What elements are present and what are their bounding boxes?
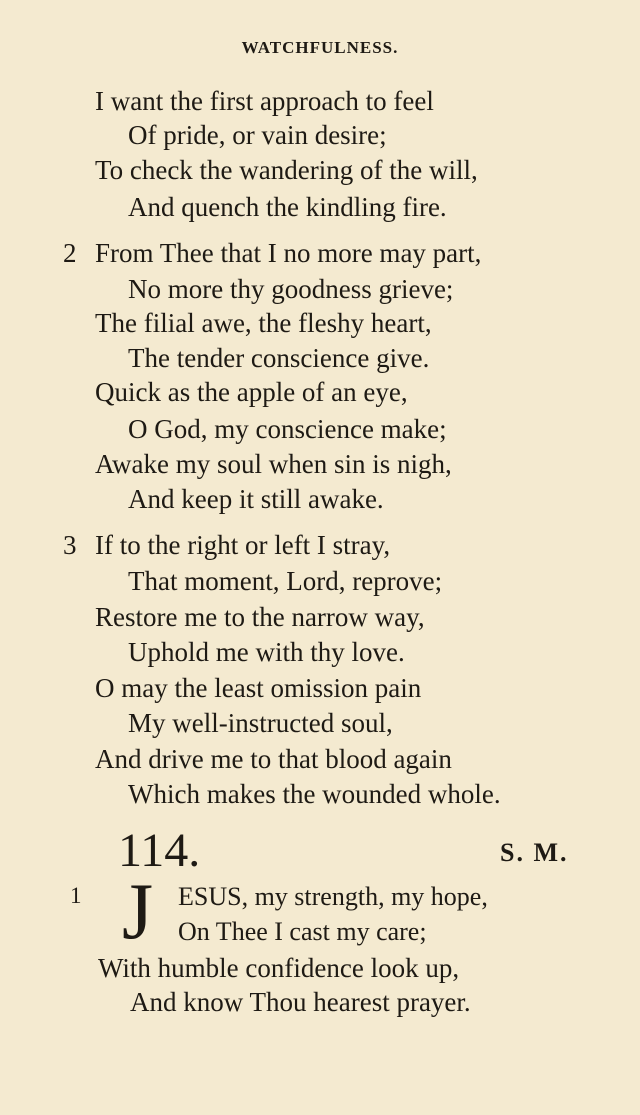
verse-line: If to the right or left I stray, bbox=[95, 530, 391, 560]
verse-line: The filial awe, the fleshy heart, bbox=[95, 308, 432, 338]
verse-line: And know Thou hearest prayer. bbox=[130, 987, 471, 1017]
verse-line: And quench the kindling fire. bbox=[128, 192, 447, 222]
verse-line: O God, my conscience make; bbox=[128, 414, 447, 444]
verse-line: And drive me to that blood again bbox=[95, 744, 452, 774]
verse-line: From Thee that I no more may part, bbox=[95, 238, 482, 268]
hymn-meter: S. M. bbox=[500, 838, 569, 867]
stanza-number: 2 bbox=[63, 238, 77, 268]
verse-line: Quick as the apple of an eye, bbox=[95, 377, 408, 407]
verse-line: Uphold me with thy love. bbox=[128, 637, 405, 667]
verse-line: No more thy goodness grieve; bbox=[128, 274, 454, 304]
stanza-number: 1 bbox=[70, 883, 82, 908]
verse-line: And keep it still awake. bbox=[128, 484, 384, 514]
verse-line: To check the wandering of the will, bbox=[95, 155, 478, 185]
verse-line: On Thee I cast my care; bbox=[178, 917, 427, 946]
verse-line: With humble confidence look up, bbox=[98, 953, 460, 983]
verse-line: O may the least omission pain bbox=[95, 673, 422, 703]
verse-line: Awake my soul when sin is nigh, bbox=[95, 449, 452, 479]
drop-cap: J bbox=[122, 868, 154, 956]
verse-line: Restore me to the narrow way, bbox=[95, 602, 425, 632]
verse-line: The tender conscience give. bbox=[128, 343, 430, 373]
verse-line: That moment, Lord, reprove; bbox=[128, 566, 443, 596]
verse-line: I want the first approach to feel bbox=[95, 86, 434, 116]
stanza-number: 3 bbox=[63, 530, 77, 560]
verse-line: Of pride, or vain desire; bbox=[128, 120, 387, 150]
verse-line: My well-instructed soul, bbox=[128, 708, 393, 738]
verse-line: Which makes the wounded whole. bbox=[128, 779, 501, 809]
hymn-number: 114. bbox=[118, 824, 201, 877]
verse-line: ESUS, my strength, my hope, bbox=[178, 882, 488, 911]
running-head: WATCHFULNESS. bbox=[241, 38, 399, 57]
